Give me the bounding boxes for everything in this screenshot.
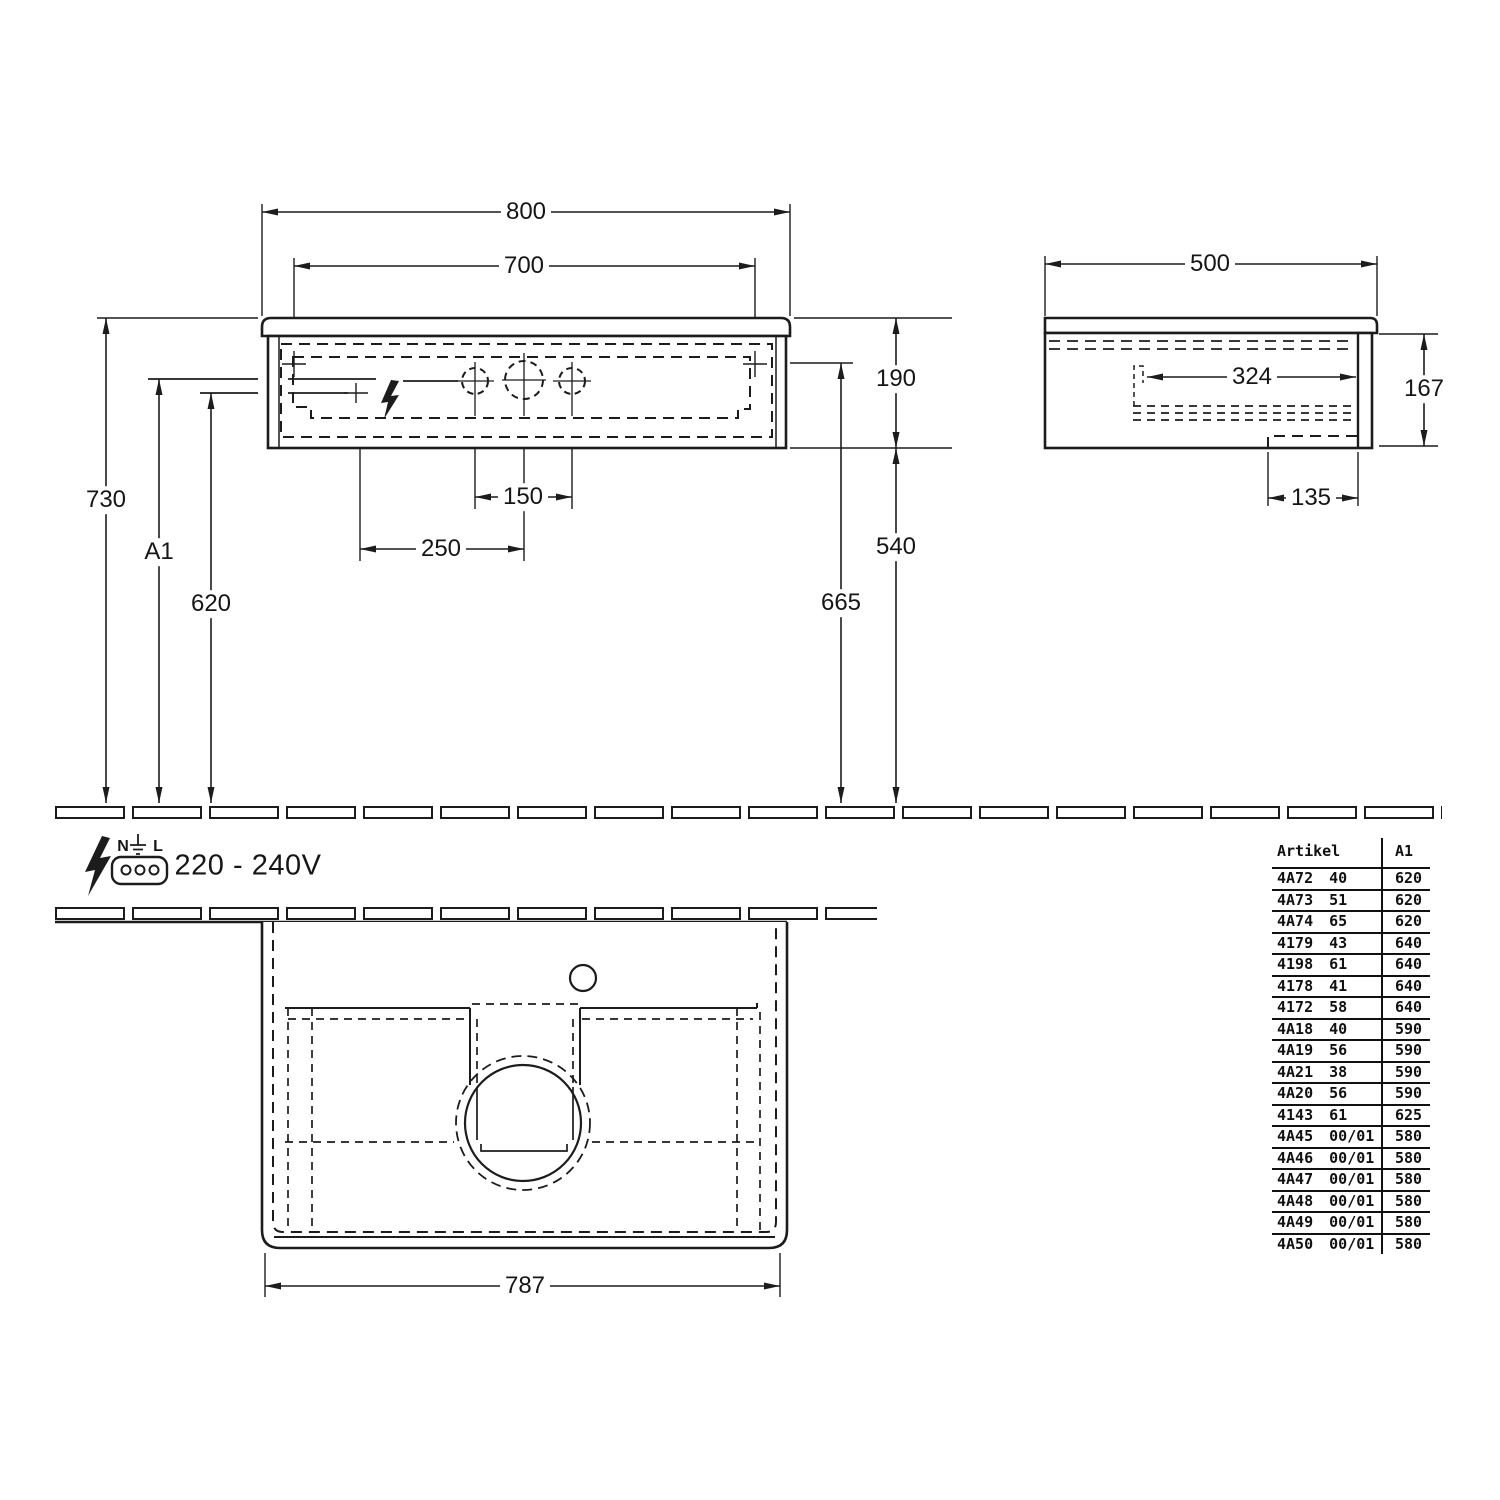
artikel-cell: 4A45 00/01: [1272, 1127, 1383, 1147]
side-cabinet-body: [1045, 333, 1372, 448]
a1-cell: 640: [1395, 998, 1423, 1016]
artikel-cell: 4A20 56: [1272, 1084, 1383, 1104]
table-row: [1272, 998, 1430, 1020]
table-row: [1272, 1106, 1430, 1128]
wall-hatch: [55, 907, 877, 920]
a1-cell: 640: [1395, 976, 1423, 995]
front-dim-150-label: 150: [498, 483, 548, 511]
lightning-bolt-icon: [85, 836, 111, 896]
front-dim-620-label: 620: [186, 590, 236, 618]
a1-cell: 640: [1395, 933, 1423, 952]
a1-cell: 580: [1395, 1170, 1423, 1188]
side-dim-167-label: 167: [1399, 375, 1449, 403]
artikel-cell: 4A19 56: [1272, 1041, 1383, 1061]
artikel-column-header: Artikel: [1272, 838, 1383, 867]
artikel-cell: 4A74 65: [1272, 912, 1383, 932]
a1-cell: 620: [1395, 869, 1423, 887]
side-countertop: [1045, 318, 1377, 333]
floor-hatch: [55, 806, 1442, 819]
artikel-cell: 4A21 38: [1272, 1063, 1383, 1083]
table-row: [1272, 912, 1430, 934]
artikel-cell: 4172 58: [1272, 998, 1383, 1018]
table-row: [1272, 934, 1430, 956]
table-row: [1272, 891, 1430, 913]
artikel-cell: 4143 61: [1272, 1106, 1383, 1126]
a1-cell: 625: [1395, 1105, 1423, 1124]
artikel-cell: 4179 43: [1272, 934, 1383, 954]
artikel-cell: 4A72 40: [1272, 869, 1383, 889]
a1-cell: 620: [1395, 890, 1423, 909]
a1-column-header: A1: [1395, 842, 1414, 860]
artikel-cell: 4A48 00/01: [1272, 1192, 1383, 1212]
table-row: [1272, 1020, 1430, 1042]
neutral-label: N: [117, 837, 129, 855]
front-dim-a1-label: A1: [139, 538, 178, 566]
table-row: [1272, 1149, 1430, 1171]
front-dim-190-label: 190: [871, 365, 921, 393]
artikel-cell: 4A50 00/01: [1272, 1235, 1383, 1255]
front-dim-800-label: 800: [501, 198, 551, 226]
a1-cell: 580: [1395, 1234, 1423, 1253]
front-dim-700-label: 700: [499, 252, 549, 280]
front-dim-250-label: 250: [416, 535, 466, 563]
side-dim-500-label: 500: [1185, 250, 1235, 278]
artikel-table: [1272, 838, 1430, 1254]
artikel-cell: 4A49 00/01: [1272, 1213, 1383, 1233]
artikel-cell: 4A73 51: [1272, 891, 1383, 911]
table-row: [1272, 955, 1430, 977]
front-countertop: [262, 318, 790, 336]
table-row: [1272, 1127, 1430, 1149]
artikel-cell: 4A18 40: [1272, 1020, 1383, 1040]
a1-cell: 580: [1395, 1191, 1423, 1210]
artikel-cell: 4178 41: [1272, 977, 1383, 997]
a1-cell: 620: [1395, 912, 1423, 930]
a1-cell: 590: [1395, 1084, 1423, 1102]
side-dim-324-label: 324: [1227, 363, 1277, 391]
table-row: [1272, 1235, 1430, 1255]
side-dim-135-label: 135: [1286, 484, 1336, 512]
table-row: [1272, 1170, 1430, 1192]
a1-cell: 580: [1395, 1213, 1423, 1231]
table-row: [1272, 869, 1430, 891]
a1-cell: 640: [1395, 955, 1423, 973]
artikel-table-body: [1272, 869, 1430, 1254]
plan-view-drawing: [55, 922, 787, 1297]
front-cabinet-body: [268, 336, 786, 448]
table-row: [1272, 1084, 1430, 1106]
a1-cell: 580: [1395, 1127, 1423, 1145]
plan-dim-787-label: 787: [500, 1272, 550, 1300]
artikel-cell: 4198 61: [1272, 955, 1383, 975]
line-label: L: [153, 837, 163, 855]
table-row: [1272, 977, 1430, 999]
artikel-table-header: [1272, 838, 1430, 869]
a1-cell: 590: [1395, 1019, 1423, 1038]
voltage-label: 220 - 240V: [174, 849, 322, 882]
a1-cell: 590: [1395, 1062, 1423, 1081]
a1-cell: 590: [1395, 1041, 1423, 1059]
table-row: [1272, 1213, 1430, 1235]
table-row: [1272, 1063, 1430, 1085]
front-dim-540-label: 540: [871, 533, 921, 561]
table-row: [1272, 1041, 1430, 1063]
a1-cell: 580: [1395, 1148, 1423, 1167]
table-row: [1272, 1192, 1430, 1214]
ground-icon: [130, 834, 146, 854]
front-dim-730-label: 730: [81, 486, 131, 514]
basin-outline: [262, 922, 787, 1248]
artikel-cell: 4A47 00/01: [1272, 1170, 1383, 1190]
artikel-cell: 4A46 00/01: [1272, 1149, 1383, 1169]
front-dim-665-label: 665: [816, 589, 866, 617]
